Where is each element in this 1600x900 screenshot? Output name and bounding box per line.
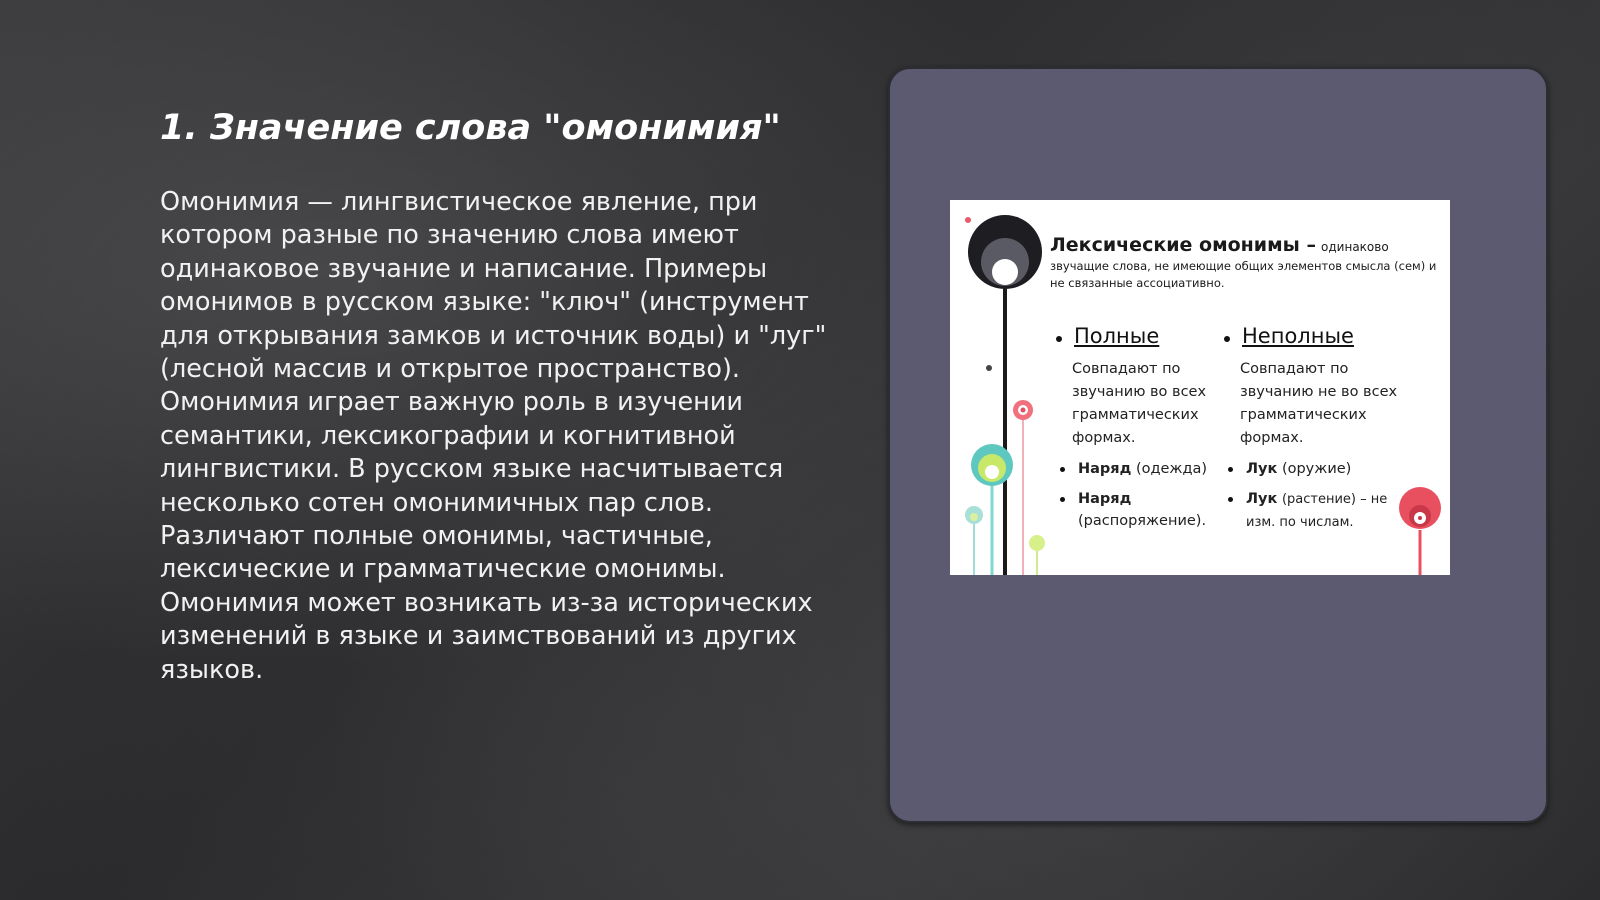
example-item — [1222, 458, 1402, 480]
column-partial-homonyms — [1222, 324, 1402, 534]
example-word: Лук — [1246, 491, 1278, 507]
example-item — [1054, 458, 1224, 480]
column-header-full: Полные — [1054, 324, 1224, 348]
example-word: Лук — [1246, 461, 1278, 477]
example-item — [1222, 488, 1402, 534]
card-definition-start: одинаково — [1321, 240, 1389, 254]
column-description-full: Совпадают по звучанию во всех грамматических формах. — [1072, 361, 1207, 446]
example-note: (растение) – не изм. по числам. — [1246, 492, 1388, 530]
card-definition-rest: звучащие слова, не имеющие общих элементов смысла (сем) и не связанные ассоциативно. — [1050, 259, 1437, 290]
column-header-partial: Неполные — [1222, 324, 1402, 348]
slide-title: 1. Значение слова "омонимия" — [160, 108, 781, 148]
slide-body-text: Омонимия — лингвистическое явление, при котором разные по значению слова имеют одинаковое звучание и написание. Примеры омонимов в русском языке: "ключ" (инструмент для открывания замков и источник воды) и "луг" (лесной массив и открытое пространство). Омонимия играет важную роль в изучении семантики, лексикографии и когнитивной лингвистики. В русском языке насчитывается несколько сотен омонимичных пар слов. Различают полные омонимы, частичные, лексические и грамматические омонимы. Омонимия может возникать из-за исторических изменений в языке и заимствований из других языков. — [160, 187, 827, 685]
column-full-homonyms — [1054, 324, 1224, 532]
example-word: Наряд — [1078, 461, 1132, 477]
column-description-partial: Совпадают по звучанию не во всех грамматических формах. — [1240, 361, 1398, 446]
example-item — [1054, 488, 1224, 532]
card-title — [1050, 236, 1440, 292]
card-heading: Лексические омонимы – — [1050, 234, 1316, 256]
lexical-homonyms-card — [950, 200, 1450, 575]
example-note: (одежда) — [1135, 461, 1208, 477]
example-note: (распоряжение). — [1078, 513, 1207, 529]
example-word: Наряд — [1078, 491, 1132, 507]
example-note: (оружие) — [1281, 461, 1352, 477]
